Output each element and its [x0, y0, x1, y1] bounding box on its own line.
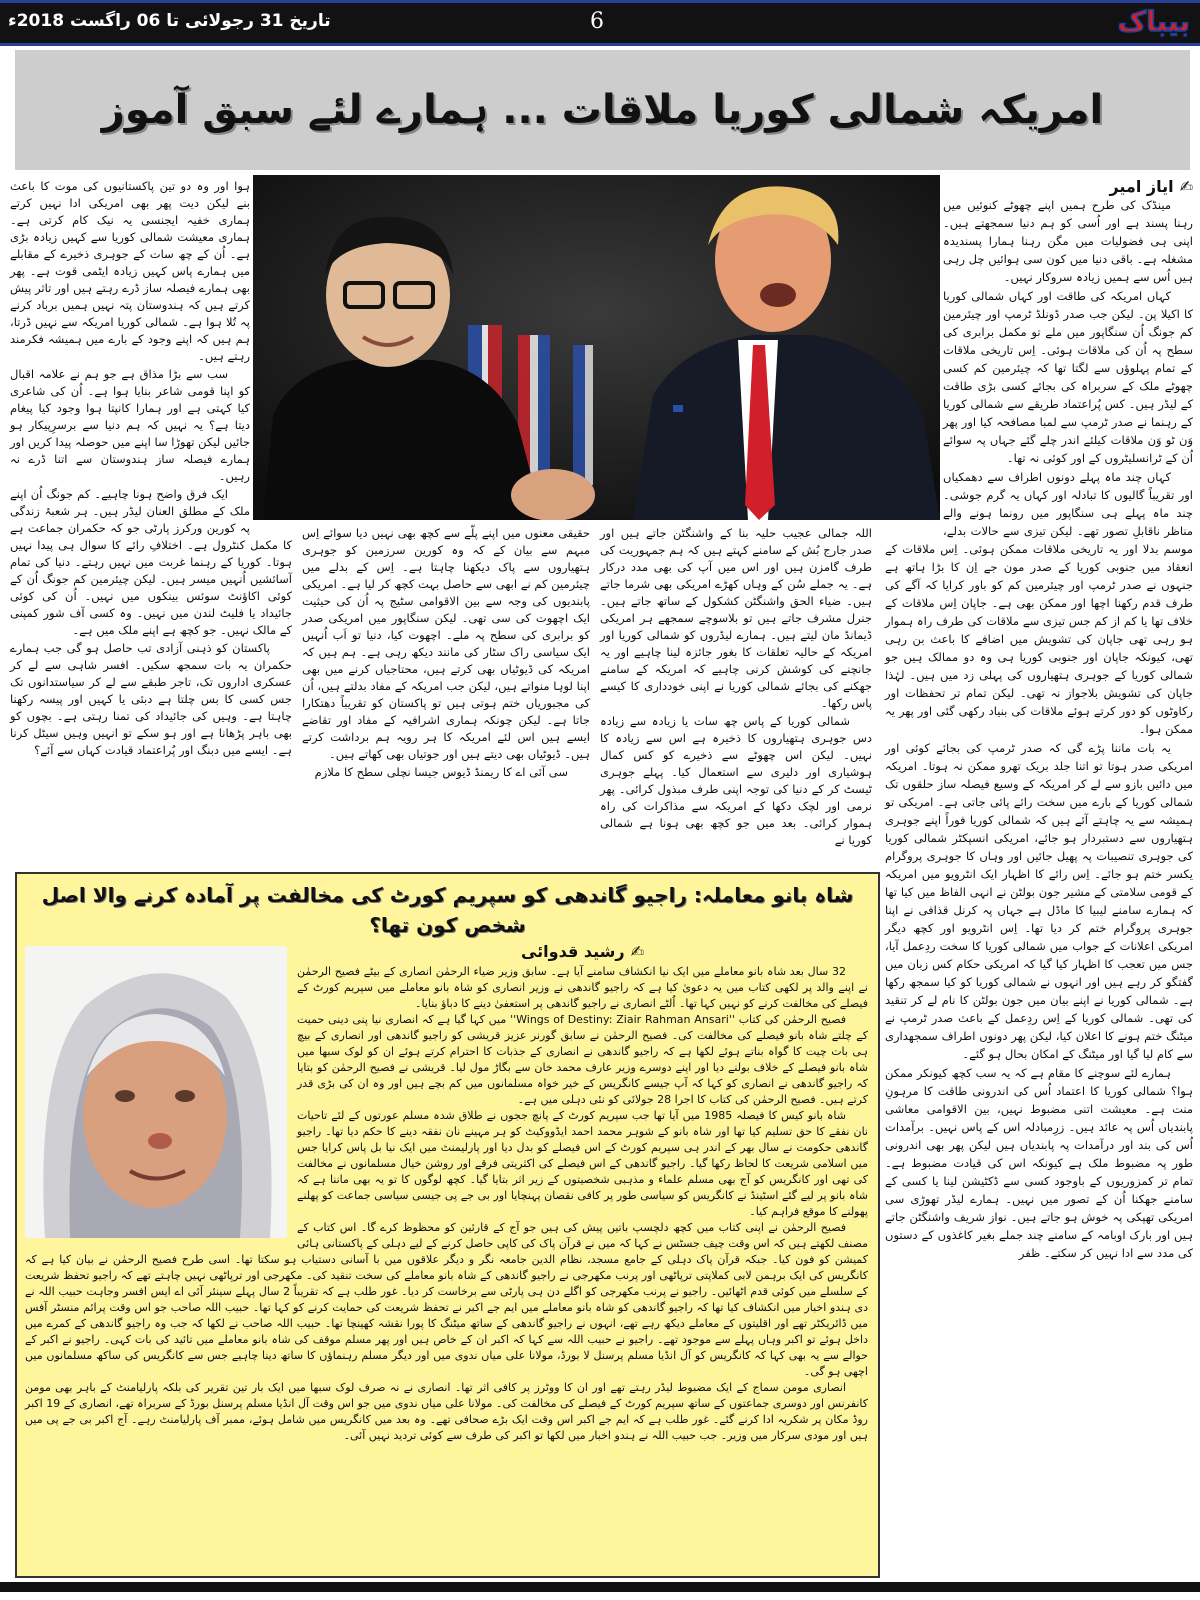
- issue-date: تاریخ 31 رجولائی تا 06 راگست 2018ء: [8, 11, 331, 31]
- pen-hand-icon: ✍: [1179, 177, 1193, 196]
- newspaper-logo: بیباک: [1117, 5, 1190, 38]
- paragraph: کہاں امریکہ کی طاقت اور کہاں شمالی کوریا کا اکیلا پن۔ لیکن جب صدر ڈونلڈ ٹرمپ اور چیئرمین کم جونگ اُن سنگاپور میں ملے تو مکمل برابری کی سطح پہ اُن کی ملاقات ہوئی۔ اِس تاریخی ملاقات کے تمام پہلوؤں سے لگتا تھا کہ چیئرمین کم کسی چھوٹے ملک کے سربراہ کی بجائے کسی بڑی طاقت کے لیڈر ہیں۔ کس پُراعتماد طریقے سے شمالی کوریا کے رہنما نے صدر ٹرمپ سے لمبا مصافحہ کیا اور پھر وَن ٹو وَن ملاقات کیلئے اندر چلے گئے جہاں پہ سوائے اُن کے ٹرانسلیٹروں کے اور کوئی نہ تھا۔: [943, 289, 1193, 465]
- main-headline: امریکہ شمالی کوریا ملاقات ... ہمارے لئے سبق آموز: [101, 87, 1104, 133]
- right-column: [885, 178, 1193, 1263]
- author-byline: [943, 178, 1193, 196]
- column-c: [600, 525, 872, 850]
- paragraph: شاہ بانو کیس کا فیصلہ 1985 میں آیا تھا جب سپریم کورٹ کے پانچ ججوں نے طلاق شدہ مسلم عورتوں کے لئے تاحیات نان نفقے کا حق تسلیم کیا تھا اور شاہ بانو کے شوہر محمد احمد ایڈووکیٹ کو ہر مہینے نان نفقہ دینے کا حکم دیا تھا۔ راجیو گاندھی حکومت نے سال بھر کے اندر ہی سپریم کورٹ کے اس فیصلے کو بدل دیا اور پارلیمنٹ میں ایک نیا بل پاس کرایا جس میں اسلامی شریعت کا لحاظ رکھا گیا۔ راجیو گاندھی کے اس فیصلے کی اکثریتی فرقے اور روشن خیال مسلمانوں نے مخالفت کی تھی اور کانگریس کو آج بھی مسلم علماء و مذہبی شخصیتوں کے زیر اثر بتایا گیا۔ کچھ لوگوں کا تو یہ بھی ماننا ہے کہ شاہ بانو پر لیے گئے اسٹینڈ نے کانگریس کو سیاسی طور پر کافی نقصان پہنچایا اور بی جے پی جیسی سیاسی جماعت کو پھلنے پھولنے کا موقع فراہم کیا۔: [297, 1109, 868, 1218]
- paragraph: انصاری مومن سماج کے ایک مضبوط لیڈر رہتے تھے اور ان کا ووٹرز پر کافی اثر تھا۔ انصاری نے نہ صرف لوک سبھا میں ایک بار تین تقریر کی بلکہ پارلیامنٹ کے باہر بھی مومن کانفرنس اور دوسری جماعتوں کے ساتھ سپریم کورٹ کے فیصلے کی مخالفت کی۔ مولانا علی میاں ندوی میں جو اس وقت آل انڈیا مسلم پرسنل بورڈ کے سربراہ تھے، انصاری کے 19 اکبر روڈ مکان پر شکریہ ادا کرنے گئے۔ غور طلب ہے کہ ایم جے اکبر اس وقت ایک بڑے صحافی تھے۔ وہ بعد میں کانگریس میں شامل ہوئے، ممبر آف پارلیامنٹ رہے۔ آج اکبر بی جے پی میں ہیں اور مودی سرکار میں وزیر۔ جب حبیب اللہ نے ہندو اخبار میں لکھا تو اکبر کی طرف سے کوئی تردید نہیں آئی۔: [25, 1381, 868, 1442]
- paragraph: مینڈک کی طرح ہمیں اپنے چھوٹے کنوئیں میں رہنا پسند ہے اور اُسی کو ہم دنیا سمجھتے ہیں۔ اپنی ہی فضولیات میں مگن رہنا ہمارا پسندیدہ مشغلہ ہے۔ باقی دنیا میں کون سی ہوائیں چل رہی ہیں اُس سے ہمیں زیادہ سروکار نہیں۔: [943, 198, 1193, 284]
- shah-bano-body: [25, 944, 868, 1444]
- paragraph: سب سے بڑا مذاق ہے جو ہم نے علامہ اقبال کو اپنا قومی شاعر بنایا ہوا ہے۔ اُن کی شاعری کیا کہتی ہے اور ہمارا کانپتا ہوا وجود کیا پیغام دیتا ہے؟ یہ نہیں کہ ہم دنیا سے برسرِپیکار ہو جائیں لیکن تھوڑا سا اپنے میں حوصلہ پیدا کریں اور ہمارے فیصلہ ساز ہندوستان سے اتنا ڈرے نہ رہیں۔: [10, 367, 250, 483]
- paragraph: حقیقی معنوں میں اپنے پلّے سے کچھ بھی نہیں دیا سوائے اِس مبہم سے بیان کے کہ وہ کورین سرزمین کو جوہری ہتھیاروں سے پاک دیکھنا چاہتا ہے۔ اِس کے بدلے میں چیئرمین کم نے ابھی سے حاصل بہت کچھ کر لیا ہے۔ امریکی پابندیوں کی وجہ سے بین الاقوامی سٹیج پہ اُن کی حیثیت ایک اچھوت کی سی تھی۔ لیکن سنگاپور میں امریکی صدر کو برابری کی سطح پہ ملے۔ اچھوت کیا، دنیا تو اَب اُنہیں ایک سیاسی راک سٹار کی مانند دیکھ رہی ہے۔ ہم ہیں کہ امریکہ کی ڈیوٹیاں بھی کرتے ہیں، محتاجیاں کرنے میں بھی اپنا لوہا منواتے ہیں، لیکن جب امریکہ کے مفاد بدلتے ہیں، اُن کی مجبوریاں ختم ہوتی ہیں تو پاکستان کو تقریباً دھتکارا جاتا ہے۔ لیکن چونکہ ہماری اشرافیہ کے مفاد اور تقاضے ایسے ہیں اس لئے امریکہ کا ہر رویہ ہم برداشت کرتے ہیں۔ ڈیوٹیاں بھی دیتے ہیں اور جوتیاں بھی کھاتے ہیں۔: [302, 526, 590, 761]
- bottom-rule: [0, 1582, 1200, 1592]
- paragraph: کہاں چند ماہ پہلے دونوں اطراف سے دھمکیاں اور تقریباً گالیوں کا تبادلہ اور کہاں یہ گرم جوشی۔ چند ماہ پہلے ہی سنگاپور میں رونما ہونے والے مناظر ناقابلِ تصور تھے۔ لیکن تیزی سے حالات بدلے، موسم بدلا اور یہ تاریخی ملاقات ممکن ہوئی۔ اِس ملاقات کے انعقاد میں جنوبی کوریا کے صدر مون جے اِن کا بڑا ہاتھ ہے جنہوں نے صدر ٹرمپ اور چیئرمین کم کو باور کرایا کہ آگے کی طرف قدم رکھنا اچھا اور ممکن بھی ہے۔ جاپان اِس ملاقات کے خلاف تھا یا کم از کم جس تیزی سے ملاقات کی طرف راہ ہموار ہو رہی تھی جاپان کی تشویش میں اضافے کا باعث بن رہی تھی، کیونکہ جاپان اور جنوبی کوریا ہی وہ دو ممالک ہیں جو شمالی کوریا کے جوہری ہتھیاروں کی پہلی زد میں ہیں۔ لہٰذا جاپان کی تشویش بلاجواز نہ تھی۔ لیکن تمام تر تحفظات اور رکاوٹوں کو دور کرتے ہوئے ملاقات کی بنیاد رکھی گئی اور پھر یہ ممکن ہوا۔: [885, 470, 1193, 736]
- author-name: رشید قدوائی: [520, 942, 625, 961]
- photo-wrap-spacer: [250, 178, 292, 526]
- paragraph: ہوا اور وہ دو تین پاکستانیوں کی موت کا باعث بنے لیکن دیت پھر بھی امریکی ادا نہیں کرتے ہماری خفیہ ایجنسی یہ نیک کام کرتی ہے۔ ہماری معیشت شمالی کوریا سے کہیں زیادہ بڑی ہے۔ اُن کے چھ سات کے جوہری ذخیرے کے مقابلے میں ہمارے پاس کہیں زیادہ ایٹمی قوت ہے۔ پھر بھی ہمارے فیصلہ ساز ڈرے رہتے ہیں اور تاثر پیش کرتے ہیں کہ ہندوستان پتہ نہیں ہمیں برباد کرنے پہ تُلا ہوا ہے۔ شمالی کوریا امریکہ سے نہیں ڈرتا، ہم ہیں کہ اپنے وجود کے بارے میں ہمیشہ فکرمند رہتے ہیں۔: [10, 179, 250, 363]
- shah-bano-portrait: [25, 946, 287, 1238]
- paragraph: فصیح الرحمٰن کی کتاب ''Wings of Destiny: Ziair Rahman Ansari'' میں کہا گیا ہے کہ انصاری نیا پنی دینی حمیت کے چلتے شاہ بانو فیصلے کی مخالفت کی۔ فصیح الرحمٰن نے سابق گورنر عزیز قریشی کو راجیو گاندھی اور انصاری کے بیچ ہی بات چیت کا گواہ بناتے ہوئے لکھا ہے کہ راجیو گاندھی نے انصاری کے جذبات کا احترام کرتے ہوئے ان کو لوک سبھا میں شاہ بانو فیصلے کے خلاف بولنے دیا اور اپنے دوسرے وزیر عارف محمد خان سے بگاڑ مول لیا۔ قریشی نے فصیح الرحمٰن کو بتایا کہ راجیو گاندھی نے انصاری کو کہا کہ آپ جیسے کانگریس کے خیر خواہ مسلمانوں میں کم بچے ہیں اور وہ ان کی بڑی قدر کرتے ہیں۔ فصیح الرحمٰن کی کتاب کا اجرا 28 جولائی کو نئی دہلی میں ہے۔: [297, 1013, 868, 1106]
- pen-hand-icon: ✍: [630, 942, 645, 961]
- paragraph: فصیح الرحمٰن نے اپنی کتاب میں کچھ دلچسپ باتیں پیش کی ہیں جو آج کے قارئین کو محظوظ کرے گا۔ اس کتاب کے مصنف لکھتے ہیں کہ اس وقت چیف جسٹس نے کہا کہ میں نے قرآن پاک کی کاپی حاصل کرنے کے لیے دہلی کے پاکستانی ہائی کمیشن کو فون کیا۔ جبکہ قرآن پاک دہلی کے جامع مسجد، نظام الدین جامعہ نگر و دیگر علاقوں میں با آسانی دستیاب ہو سکتا تھا۔ اسی طرح فصیح الرحمٰن نے بیان کیا ہے کہ کانگریس کی ایک برہمن لابی کملاپتی ترپاٹھی اور پرنب مکھرجی نے راجیو گاندھی کے شاہ بانو معاملے کی سخت تنقید کی۔ مکھرجی اور ترپاٹھی نہیں چاہتے تھے کہ راجیو تحفظ شریعت کے سلسلے میں کوئی قدم اٹھائیں۔ راجیو نے پرنب مکھرجی کو اگلے دن ہی پارٹی سے برخاست کر دیا۔ غور طلب ہے کہ تقریباً 2 سال پہلے سینئر آئی اے ایس افسر وجاہت حبیب اللہ نے دی ہندو اخبار میں انکشاف کیا تھا کہ راجیو گاندھی کو شاہ بانو معاملے میں ایم جے اکبر نے تحفظ شریعت کی حمایت کرنے کو کہا تھا۔ حبیب اللہ صاحب جو اس وقت پرائم منسٹر آفس میں ڈائریکٹر تھے اور اقلیتوں کے معاملے دیکھ رہے تھے، انہوں نے راجیو گاندھی کے ساتھ میٹنگ کا پورا نقشہ کھینچا تھا۔ حبیب اللہ صاحب نے لکھا کہ جب وہ راجیو گاندھی کے کمرے میں داخل ہوئے تو اکبر وہاں پہلے سے موجود تھے۔ راجیو نے حبیب اللہ سے کہا کہ اکبر ان کے خاص ہیں اور پھر مسلم موقف کی شاہ بانو معاملے میں تائید کی بات کہی۔ راجیو نے اکبر کے حوالے سے یہ بھی کہا کہ کانگریس کو آل انڈیا مسلم پرسنل لا بورڈ، مولانا علی میاں ندوی میں اور دیگر مسلم رہنماؤں کا ساتھ دینا چاہیے جس سے کانگریس کی ساکھ مسلمانوں میں اچھی ہو گی۔: [25, 1221, 868, 1378]
- author-name: ایاز امیر: [1109, 177, 1174, 196]
- author-byline: [297, 944, 868, 960]
- photo-wrap-spacer: [885, 178, 943, 523]
- paragraph: پاکستان کو ذہنی آزادی تب حاصل ہو گی جب ہمارے حکمران یہ بات سمجھ سکیں۔ افسر شاہی سے لے کر عسکری اداروں تک، تاجر طبقے سے لے کر سیاستدانوں تک جس کسی کا بس چلتا ہے دبئی یا کہیں اور پیسہ رکھنا چاہتا ہے۔ وہیں کی جائیداد کی تمنا رہتی ہے۔ بچوں کو بھی باہر پڑھانا ہے اور ہو سکے تو انہیں وہیں سیٹل کرنا ہے۔ ایسے میں دبنگ اور پُراعتماد قیادت کہاں سے آئے؟: [10, 641, 292, 757]
- left-column: [10, 178, 292, 760]
- shah-bano-headline: شاہ بانو معاملہ: راجیو گاندھی کو سپریم کورٹ کی مخالفت پر آمادہ کرنے والا اصل شخص کون تھا؟: [41, 883, 854, 937]
- main-headline-band: [15, 50, 1190, 170]
- paragraph: ہمارے لئے سوچنے کا مقام ہے کہ یہ سب کچھ کیونکر ممکن ہوا؟ شمالی کوریا کا اعتماد اُس کی اندرونی طاقت کا مرہونِ منت ہے۔ معیشت اتنی مضبوط نہیں، بین الاقوامی معاشی پابندیاں اُس پہ عائد ہیں۔ زرِمبادلہ اس کے پاس نہیں۔ برآمدات اُس کی بند اور درآمدات پہ پابندیاں ہیں لیکن پھر بھی اندرونی طور پہ مضبوط ملک ہے کیونکہ اس کی قیادت مضبوط ہے۔ تمام تر کمزوریوں کے باوجود کسی سے ڈکٹیشن لینا یا کسی کے سامنے جھکنا اُن کے تصور میں نہیں۔ ہمارے لیڈر تھوڑی سی امریکی تھپکی پہ خوش ہو جاتے ہیں۔ نواز شریف واشنگٹن جاتے ہیں اور بارک اوبامہ کے سامنے چند جملے بغیر کاغذوں کے دستوں کی مدد سے ادا نہیں کر سکتے۔ ظفر: [885, 1066, 1193, 1260]
- trump-kim-photo: [253, 175, 940, 520]
- shah-bano-article-box: [15, 872, 880, 1578]
- paragraph: یہ بات ماننا پڑے گی کہ صدر ٹرمپ کی بجائے کوئی اور امریکی صدر ہوتا تو اتنا جلد بریک تھرو ممکن نہ ہوتا۔ امریکہ میں دائیں بازو سے لے کر امریکہ کے وسیع فیصلہ ساز حلقوں تک شمالی کوریا کے بارے میں سخت رائے پائی جاتی ہے۔ امریکی تو ہمیشہ سے یہ چاہتے آئے ہیں کہ شمالی کوریا فوراً اپنے جوہری ہتھیاروں سے دستبردار ہو جائے، امریکی انسپکٹر شمالی کوریا کی جوہری تنصیبات پہ پھیل جائیں اور وہاں کا جوہری پروگرام یکسر ختم ہو جائے۔ اِس رائے کا اظہار ایک انٹرویو میں امریکہ کے قومی سلامتی کے مشیر جون بولٹن نے انہی الفاظ میں کیا تھا کہ ہمارے سامنے لیبیا کا ماڈل ہے جہاں پہ کرنل قذافی نے اپنا جوہری پروگرام ختم کر دیا تھا۔ اِس انٹرویو اور کچھ دیگر امریکی اعلانات کے جواب میں شمالی کوریا کا سخت ردِعمل آیا، جس میں تعجب کا اظہار کیا گیا کہ امریکی حکام کس زبان میں گفتگو کر رہے ہیں اور انہوں نے شمالی کوریا کو کیا سمجھ رکھا ہے۔ شمالی کوریا نے اپنے بیان میں جون بولٹن کا نام لے کر تنقید کی تھی۔ شمالی کوریا کے اِس ردِعمل کے باعث صدر ٹرمپ نے میٹنگ ختم ہونے کا اعلان کیا، لیکن پھر دونوں اطراف سمجھداری سے کام لیا گیا اور میٹنگ کے امکان بحال ہو گئے۔: [885, 741, 1193, 1061]
- page-number: 6: [590, 9, 604, 34]
- paragraph: اللہ جمالی عجیب حلیہ بنا کے واشنگٹن جاتے ہیں اور صدر جارج بُش کے سامنے کہتے ہیں کہ ہم جمہوریت کی طرف گامزن ہیں اور اس میں آپ کی بھی مدد درکار ہے۔ یہ جملے سُن کے وہاں کھڑے امریکی بھی شرما جاتے ہیں۔ ضیاء الحق واشنگٹن کشکول کے ساتھ جاتے ہیں۔ جنرل مشرف جاتے ہیں تو بلاسوچے سمجھے ہر امریکی ڈیمانڈ مان لیتے ہیں۔ ہمارے لیڈروں کو شمالی کوریا اور امریکہ کے حالیہ تعلقات کا بغور جائزہ لینا چاہیے اور یہ جانچنے کی کوشش کرنی چاہیے کہ امریکہ کے سامنے جھکنے کی بجائے شمالی کوریا نے اپنی خودداری کا کیسے پاس رکھا۔: [600, 526, 872, 710]
- paragraph: 32 سال بعد شاہ بانو معاملے میں ایک نیا انکشاف سامنے آیا ہے۔ سابق وزیر ضیاء الرحمٰن انصاری کے بیٹے فصیح الرحمٰن نے اپنے والد پر لکھی کتاب میں یہ دعویٰ کیا ہے کہ راجیو گاندھی نے وزیر انصاری کو شاہ بانو معاملے میں سپریم کورٹ کے فیصلے کی مخالفت کرنے کو نہیں کہا تھا۔ اُلٹے انصاری نے راجیو گاندھی پر استعفیٰ دینے کا دباؤ بنایا۔: [297, 965, 868, 1010]
- handshake-photo-illustration: [253, 175, 940, 520]
- elderly-woman-portrait: [25, 946, 287, 1238]
- paragraph: سی آئی اے کا ریمنڈ ڈیوس جیسا نچلی سطح کا ملازم: [314, 765, 568, 779]
- column-b: [302, 525, 590, 782]
- paragraph: ایک فرق واضح ہونا چاہیے۔ کم جونگ اُن اپنے ملک کے مطلق العنان لیڈر ہیں۔ ہر شعبۂ زندگی پہ کورین ورکرز پارٹی جو کہ حکمران جماعت ہے کا مکمل کنٹرول ہے۔ اختلافِ رائے کا سوال ہی پیدا نہیں ہوتا۔ کوریا کے رہنما غربت میں نہیں رہتے۔ دنیا کی تمام آسائشیں اُنہیں میسر ہیں۔ لیکن چیئرمین کم جونگ اُن کے کوئی اکاؤنٹ سوئس بینکوں میں نہیں۔ اُن کی کوئی جائیداد یا فلیٹ لندن میں نہیں۔ وہ کسی آف شور کمپنی کے مالک نہیں۔ جو کچھ ہے اپنے ملک میں ہے۔: [10, 487, 292, 637]
- paragraph: شمالی کوریا کے پاس چھ سات یا زیادہ سے زیادہ دس جوہری ہتھیاروں کا ذخیرہ ہے اس سے زیادہ کا نہیں۔ لیکن اس چھوٹے سے ذخیرے کو کس کمال ہوشیاری اور دلیری سے استعمال کیا۔ پہلے جوہری ٹیسٹ کر کے دنیا کی توجہ اپنی طرف مبذول کرائی۔ پھر نرمی اور لچک دکھا کے امریکہ سے مذاکرات کی راہ ہموار کرائی۔ بعد میں جو کچھ بھی ہونا ہے شمالی کوریا نے: [600, 714, 872, 847]
- masthead-bar: [0, 0, 1200, 46]
